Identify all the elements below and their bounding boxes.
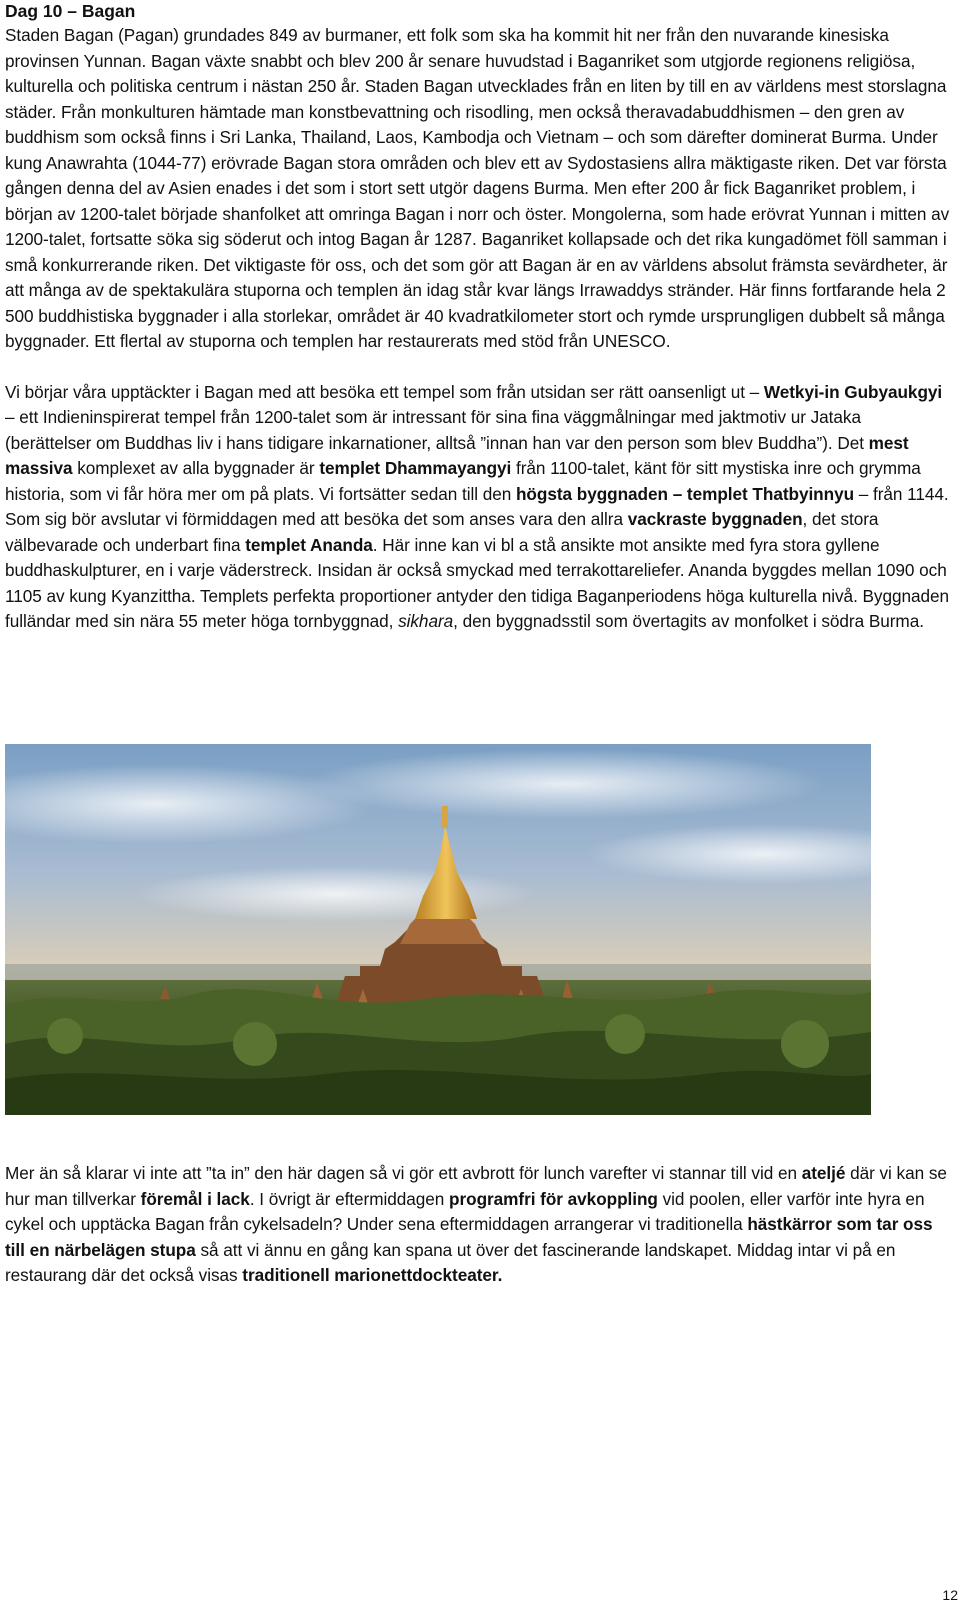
- bold-run: hästkärror som tar oss till en närbelägen stupa: [5, 1214, 933, 1260]
- text-run: . I övrigt är eftermiddagen: [249, 1188, 450, 1209]
- text-run: där vi kan se hur man tillverkar: [5, 1163, 947, 1209]
- page-number: 12: [942, 1587, 958, 1603]
- bold-run: ateljé: [801, 1163, 846, 1183]
- text-run: . Här inne kan vi bl a stå ansikte mot ansikte med fyra stora gyllene buddhaskulpturer, en i varje väderstreck. Insidan är också smyckad med terrakottareliefer. Ananda byggdes mellan 1090 och 1105 av kung Kyanzittha. Templets perfekta proportioner antyder den tidiga Baganperiodens höga kulturella nivå. Byggnaden fulländar med sin nära 55 meter höga tornbyggnad,: [5, 534, 950, 631]
- intro-paragraph: [5, 23, 950, 355]
- italic-run: sikhara: [398, 611, 454, 631]
- text-run: – från 1144. Som sig bör avslutar vi förmiddagen med att besöka det som anses vara den allra: [5, 483, 949, 529]
- bold-run: föremål i lack: [140, 1188, 250, 1209]
- bold-run: programfri för avkoppling: [449, 1188, 658, 1209]
- bold-run: templet Ananda: [245, 534, 373, 555]
- bold-run: traditionell marionettdockteater.: [242, 1265, 503, 1285]
- afternoon-paragraph: [5, 1161, 950, 1289]
- text-run: , den byggnadsstil som övertagits av monfolket i södra Burma.: [453, 611, 924, 631]
- text-run: – ett Indieninspirerat tempel från 1200-talet som är intressant för sina fina väggmålningar med jaktmotiv ur Jataka (berättelser om Buddhas liv i hans tidigare inkarnationer, alltså ”innan han var den person som blev Buddha”). Det: [5, 407, 869, 453]
- text-run: , det stora välbevarade och underbart fina: [5, 509, 879, 555]
- bagan-temple-photo: [5, 744, 871, 1115]
- bold-run: vackraste byggnaden: [627, 509, 803, 529]
- bold-run: templet Dhammayangyi: [319, 458, 512, 478]
- bold-run: Wetkyi-in Gubyaukgyi: [763, 381, 943, 402]
- text-run: så att vi ännu en gång kan spana ut över det fascinerande landskapet. Middag intar vi på en restaurang där det också visas: [5, 1239, 896, 1285]
- intro-text: Staden Bagan (Pagan) grundades 849 av burmaner, ett folk som ska ha kommit hit ner från den nuvarande kinesiska provinsen Yunnan. Bagan växte snabbt och blev 200 år senare huvudstad i Baganriket som utgjorde regionens religiösa, kulturella och politiska centrum i nästan 250 år. Staden Bagan utvecklades från en liten by till en av världens mest storslagna städer. Från monkulturen hämtade man konstbevattning och risodling, men också theravadabuddhismen – den gren av buddhism som också finns i Sri Lanka, Thailand, Laos, Kambodja och Vietnam – och som därefter dominerat Burma. Under kung Anawrahta (1044-77) erövrade Bagan stora områden och blev ett av Sydostasiens allra mäktigaste riken. Det var första gången denna del av Asien enades i det som i stort sett utgör dagens Burma. Men efter 200 år fick Baganriket problem, i början av 1200-talet började shanfolket att omringa Bagan i norr och öster. Mongolerna, som hade erövrat Yunnan i mitten av 1200-talet, fortsatte söka sig söderut och intog Bagan år 1287. Baganriket kollapsade och det rika kungadömet föll samman i små konkurrerande riken. Det viktigaste för oss, och det som gör att Bagan är en av världens absolut främsta sevärdheter, är att många av de spektakulära stuporna och templen än idag står kvar längs Irrawaddys stränder. Här finns fortfarande hela 2 500 buddhistiska byggnader i alla storlekar, området är 40 kvadratkilometer stort och rymde ursprungligen dubbelt så många byggnader. Ett flertal av stuporna och templen har restaurerats med stöd från UNESCO.: [5, 25, 950, 351]
- text-run: Vi börjar våra upptäckter i Bagan med att besöka ett tempel som från utsidan ser rätt oansenligt ut –: [5, 381, 764, 402]
- afternoon-section: [5, 1161, 950, 1289]
- text-run: komplexet av alla byggnader är: [72, 458, 320, 478]
- bold-run: mest massiva: [5, 432, 909, 478]
- document-page: [5, 0, 950, 635]
- text-run: från 1100-talet, känt för sitt mystiska inre och grymma historia, som vi får höra mer om på plats. Vi fortsätter sedan till den: [5, 458, 921, 504]
- itinerary-paragraph: [5, 380, 950, 635]
- text-run: vid poolen, eller varför inte hyra en cykel och upptäcka Bagan från cykelsadeln? Under sena eftermiddagen arrangerar vi traditionella: [5, 1188, 925, 1234]
- bold-run: högsta byggnaden – templet Thatbyinnyu: [515, 483, 855, 504]
- text-run: Mer än så klarar vi inte att ”ta in” den här dagen så vi gör ett avbrott för lunch varefter vi stannar till vid en: [5, 1163, 802, 1183]
- day-heading: Dag 10 – Bagan: [5, 1, 136, 21]
